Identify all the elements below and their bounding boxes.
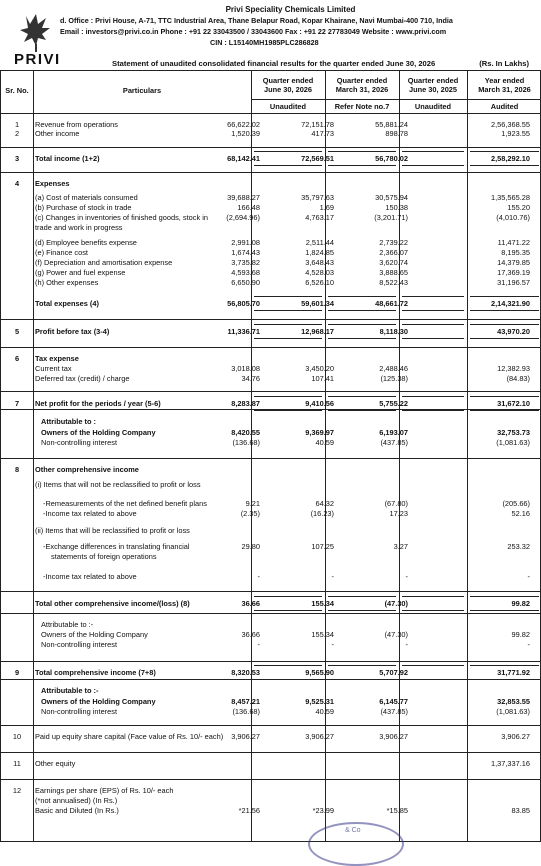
value-cell: (1,081.63) [496, 707, 530, 716]
value-cell: 56,805.70 [227, 299, 260, 308]
particulars-cell: (b) Purchase of stock in trade [35, 203, 132, 212]
value-cell: 8,283.87 [231, 399, 260, 408]
value-cell: 3,906.27 [305, 732, 334, 741]
value-cell: 9,565.90 [305, 668, 334, 677]
value-cell: 99.82 [511, 630, 530, 639]
sr-no-header: Sr. No. [5, 86, 29, 95]
value-cell: 1,520.39 [231, 129, 260, 138]
stamp-text: & Co [345, 827, 361, 834]
value-cell: *15.85 [386, 806, 408, 815]
sr-no-cell: 11 [13, 759, 21, 768]
value-cell: 32,753.73 [497, 428, 530, 437]
value-cell: 898.78 [385, 129, 408, 138]
total-cell-box [328, 596, 396, 611]
value-cell: 8,118.30 [379, 327, 408, 336]
value-cell: 2,366.07 [379, 248, 408, 257]
particulars-cell: Profit before tax (3-4) [35, 327, 110, 336]
sr-no-cell: 7 [14, 399, 20, 408]
row-divider [1, 319, 540, 320]
value-cell: 83.85 [511, 806, 530, 815]
value-cell: 30,575.94 [375, 193, 408, 202]
value-cell: 29.80 [241, 542, 260, 551]
total-cell-box [254, 596, 322, 611]
value-cell: 4,528.03 [305, 268, 334, 277]
total-cell-box [470, 396, 539, 411]
total-cell-box [470, 151, 539, 166]
particulars-cell: statements of foreign operations [51, 552, 157, 561]
value-cell: 35,797.63 [301, 193, 334, 202]
total-cell-box [328, 324, 396, 339]
particulars-cell: Attributable to :- [41, 620, 94, 629]
contact-line: Email : investors@privi.co.in Phone : +91 22 33043500 / 33043600 Fax : +91 22 27783049 Website : www.privi.com [60, 27, 447, 36]
value-cell: 9,410.56 [305, 399, 334, 408]
header-divider [1, 113, 540, 114]
value-cell: 48,661.72 [375, 299, 408, 308]
office-address: d. Office : Privi House, A-71, TTC Industrial Area, Thane Belapur Road, Kopar Khairane, Navi Mumbai-400 710, India [60, 16, 453, 25]
value-cell: 3,735.82 [231, 258, 260, 267]
col2-header-line2: March 31, 2026 [335, 85, 389, 94]
total-cell-box [402, 151, 464, 166]
brand-wordmark: PRIVI [14, 51, 61, 68]
particulars-header: Particulars [122, 86, 162, 95]
row-divider [1, 147, 540, 148]
value-cell: (4,010.76) [496, 213, 530, 222]
total-cell-box [328, 396, 396, 411]
total-cell-box [402, 396, 464, 411]
value-cell: - [527, 640, 530, 649]
value-cell: 6,526.10 [305, 278, 334, 287]
total-cell-box [402, 665, 464, 680]
value-cell: 1,923.55 [501, 129, 530, 138]
total-cell-box [254, 665, 322, 680]
value-cell: 150.38 [385, 203, 408, 212]
value-cell: 1,37,337.16 [490, 759, 530, 768]
row-divider [1, 172, 540, 173]
value-cell: 34.76 [241, 374, 260, 383]
particulars-cell: Net profit for the periods / year (5-6) [35, 399, 161, 408]
sr-no-cell: 1 [14, 120, 20, 129]
value-cell: *23.99 [312, 806, 334, 815]
col2-header-status: Refer Note no.7 [334, 102, 390, 111]
value-cell: 6,145.77 [379, 697, 408, 706]
value-cell: (16.23) [310, 509, 334, 518]
value-cell: 11,336.71 [227, 327, 260, 336]
value-cell: 1,824.85 [305, 248, 334, 257]
value-cell: 56,780.02 [375, 154, 408, 163]
value-cell: 2,14,321.90 [490, 299, 530, 308]
value-cell: (205.66) [502, 499, 530, 508]
value-cell: 417.73 [311, 129, 334, 138]
particulars-cell: Expenses [35, 179, 70, 188]
value-cell: 9.21 [245, 499, 260, 508]
total-cell-box [254, 324, 322, 339]
row-divider [1, 347, 540, 348]
particulars-cell: (a) Cost of materials consumed [35, 193, 138, 202]
value-cell: 9,525.31 [305, 697, 334, 706]
value-cell: 3,450.20 [305, 364, 334, 373]
value-cell: 3.27 [393, 542, 408, 551]
total-cell-box [254, 396, 322, 411]
value-cell: 155.34 [311, 630, 334, 639]
particulars-cell: (i) Items that will not be reclassified to profit or loss [35, 480, 201, 489]
value-cell: 17.23 [389, 509, 408, 518]
value-cell: 55,881.24 [375, 120, 408, 129]
total-cell-box [402, 296, 464, 311]
particulars-cell: (f) Depreciation and amortisation expense [35, 258, 173, 267]
value-cell: (2,694.96) [226, 213, 260, 222]
total-cell-box [470, 665, 539, 680]
value-cell: 66,622.02 [227, 120, 260, 129]
value-cell: - [527, 572, 530, 581]
value-cell: - [331, 640, 334, 649]
value-cell: 6,650.90 [231, 278, 260, 287]
row-divider [1, 458, 540, 459]
particulars-cell: Deferred tax (credit) / charge [35, 374, 130, 383]
value-cell: 2,739.22 [379, 238, 408, 247]
value-cell: 3,906.27 [379, 732, 408, 741]
value-cell: 99.82 [511, 599, 530, 608]
row-divider [1, 779, 540, 780]
value-cell: 107.41 [311, 374, 334, 383]
particulars-cell: Attributable to :- [41, 686, 99, 695]
total-cell-box [402, 324, 464, 339]
value-cell: 39,688.27 [227, 193, 260, 202]
particulars-cell: (g) Power and fuel expense [35, 268, 126, 277]
row-divider [1, 752, 540, 753]
particulars-cell: Non-controlling interest [41, 707, 117, 716]
header-subdivider [251, 99, 540, 100]
sr-no-cell: 4 [14, 179, 20, 188]
value-cell: 36.66 [241, 630, 260, 639]
value-cell: 8,457.21 [231, 697, 260, 706]
value-cell: 3,648.43 [305, 258, 334, 267]
total-cell-box [254, 151, 322, 166]
value-cell: - [405, 572, 408, 581]
particulars-cell: -Exchange differences in translating financial [43, 542, 190, 551]
particulars-cell: Basic and Diluted (In Rs.) [35, 806, 119, 815]
total-cell-box [470, 324, 539, 339]
value-cell: 3,906.27 [231, 732, 260, 741]
value-cell: (67.80) [384, 499, 408, 508]
total-cell-box [328, 665, 396, 680]
financial-results-table [0, 70, 541, 842]
sr-no-cell: 2 [14, 129, 20, 138]
sr-no-cell: 6 [14, 354, 20, 363]
particulars-cell: Non-controlling interest [41, 640, 117, 649]
row-divider [1, 613, 540, 614]
value-cell: - [257, 640, 260, 649]
value-cell: *21.56 [238, 806, 260, 815]
value-cell: (47.30) [384, 630, 408, 639]
value-cell: 68,142.41 [227, 154, 260, 163]
value-cell: 31,771.92 [497, 668, 530, 677]
particulars-cell: Total other comprehensive income/(loss) (8) [35, 599, 190, 608]
value-cell: 2,991.08 [231, 238, 260, 247]
particulars-cell: trade and work in progress [35, 223, 123, 232]
sr-no-cell: 3 [14, 154, 20, 163]
cin-line: CIN : L15140MH1985PLC286828 [210, 38, 319, 47]
value-cell: 64.32 [315, 499, 334, 508]
value-cell: (437.85) [380, 707, 408, 716]
value-cell: 1.69 [319, 203, 334, 212]
document-header [0, 0, 541, 72]
sr-no-cell: 12 [12, 786, 22, 795]
value-cell: 8,195.35 [501, 248, 530, 257]
value-cell: 40.59 [315, 707, 334, 716]
value-cell: 9,369.97 [305, 428, 334, 437]
value-cell: 36.66 [241, 599, 260, 608]
particulars-cell: Attributable to : [41, 417, 97, 426]
value-cell: 72,151.78 [301, 120, 334, 129]
particulars-cell: Non-controlling interest [41, 438, 117, 447]
value-cell: (2.35) [240, 509, 260, 518]
value-cell: (1,081.63) [496, 438, 530, 447]
particulars-cell: Owners of the Holding Company [41, 428, 156, 437]
value-cell: 3,906.27 [501, 732, 530, 741]
particulars-cell: Other comprehensive income [35, 465, 139, 474]
value-cell: 166.48 [237, 203, 260, 212]
value-cell: 5,707.92 [379, 668, 408, 677]
value-cell: - [257, 572, 260, 581]
company-name: Privi Speciality Chemicals Limited [225, 5, 356, 14]
col2-header-line1: Quarter ended [336, 76, 388, 85]
col3-header-line2: June 30, 2025 [408, 85, 458, 94]
particulars-cell: (ii) Items that will be reclassified to profit or loss [35, 526, 190, 535]
col4-header-line2: March 31, 2026 [478, 85, 531, 94]
col3-header-line1: Quarter ended [407, 76, 459, 85]
col1-header-status: Unaudited [269, 102, 307, 111]
particulars-cell: -Income tax related to above [43, 509, 137, 518]
particulars-cell: Earnings per share (EPS) of Rs. 10/- each [35, 786, 174, 795]
value-cell: (136.68) [232, 438, 260, 447]
particulars-cell: (d) Employee benefits expense [35, 238, 137, 247]
value-cell: 253.32 [507, 542, 530, 551]
particulars-cell: (*not annualised) (In Rs.) [35, 796, 118, 805]
value-cell: (3,201.71) [374, 213, 408, 222]
col1-header-line1: Quarter ended [262, 76, 314, 85]
value-cell: 8,320.53 [231, 668, 260, 677]
units-label: (Rs. In Lakhs) [479, 59, 529, 68]
total-cell-box [254, 296, 322, 311]
value-cell: 1,674.43 [231, 248, 260, 257]
sr-no-cell: 10 [12, 732, 22, 741]
value-cell: 8,522.43 [379, 278, 408, 287]
value-cell: - [331, 572, 334, 581]
particulars-cell: Current tax [35, 364, 72, 373]
particulars-cell: -Income tax related to above [43, 572, 137, 581]
col4-header-status: Audited [490, 102, 519, 111]
value-cell: 3,620.74 [379, 258, 408, 267]
value-cell: (125.38) [380, 374, 408, 383]
value-cell: 3,888.65 [379, 268, 408, 277]
col1-header-line2: June 30, 2026 [263, 85, 313, 94]
value-cell: 2,58,292.10 [490, 154, 530, 163]
value-cell: 155.20 [507, 203, 530, 212]
value-cell: (47.30) [384, 599, 408, 608]
value-cell: 107.25 [311, 542, 334, 551]
particulars-cell: (c) Changes in inventories of finished goods, stock in [35, 213, 208, 222]
particulars-cell: Total income (1+2) [35, 154, 100, 163]
value-cell: 43,970.20 [497, 327, 530, 336]
total-cell-box [328, 151, 396, 166]
value-cell: 14,379.85 [497, 258, 530, 267]
col3-header-status: Unaudited [414, 102, 452, 111]
value-cell: 59,601.34 [301, 299, 334, 308]
particulars-cell: (e) Finance cost [35, 248, 88, 257]
col4-header-line1: Year ended [484, 76, 525, 85]
value-cell: 6,193.07 [379, 428, 408, 437]
particulars-cell: -Remeasurements of the net defined benefit plans [43, 499, 207, 508]
value-cell: 2,488.46 [379, 364, 408, 373]
value-cell: (437.85) [380, 438, 408, 447]
value-cell: 31,672.10 [497, 399, 530, 408]
particulars-cell: Total expenses (4) [35, 299, 99, 308]
particulars-cell: Revenue from operations [35, 120, 118, 129]
row-divider [1, 591, 540, 592]
value-cell: 3,018.08 [231, 364, 260, 373]
particulars-cell: Owners of the Holding Company [41, 697, 156, 706]
value-cell: 40.59 [315, 438, 334, 447]
value-cell: 11,471.22 [497, 238, 530, 247]
value-cell: (84.83) [506, 374, 530, 383]
total-cell-box [402, 596, 464, 611]
value-cell: - [405, 640, 408, 649]
value-cell: (136.68) [232, 707, 260, 716]
particulars-cell: (h) Other expenses [35, 278, 99, 287]
value-cell: 2,56,368.55 [490, 120, 530, 129]
value-cell: 17,369.19 [497, 268, 530, 277]
value-cell: 12,968.17 [301, 327, 334, 336]
total-cell-box [470, 596, 539, 611]
value-cell: 4,763.17 [305, 213, 334, 222]
value-cell: 72,569.51 [301, 154, 334, 163]
value-cell: 32,853.55 [497, 697, 530, 706]
sr-no-cell: 9 [14, 668, 20, 677]
particulars-cell: Owners of the Holding Company [41, 630, 148, 639]
sr-no-cell: 8 [14, 465, 20, 474]
particulars-cell: Tax expense [35, 354, 79, 363]
value-cell: 12,382.93 [497, 364, 530, 373]
value-cell: 5,755.22 [379, 399, 408, 408]
total-cell-box [328, 296, 396, 311]
particulars-cell: Paid up equity share capital (Face value of Rs. 10/- each) [35, 732, 224, 741]
particulars-cell: Other income [35, 129, 80, 138]
particulars-cell: Total comprehensive income (7+8) [35, 668, 156, 677]
sr-no-cell: 5 [14, 327, 20, 336]
value-cell: 4,593.68 [231, 268, 260, 277]
total-cell-box [470, 296, 539, 311]
particulars-cell: Other equity [35, 759, 76, 768]
row-divider [1, 661, 540, 662]
statement-title: Statement of unaudited consolidated financial results for the quarter ended June 30, 2026 [112, 59, 436, 68]
row-divider [1, 725, 540, 726]
value-cell: 31,196.57 [497, 278, 530, 287]
value-cell: 1,35,565.28 [490, 193, 530, 202]
value-cell: 52.16 [511, 509, 530, 518]
value-cell: 8,420.55 [231, 428, 260, 437]
value-cell: 2,511.44 [305, 238, 334, 247]
value-cell: 155.34 [311, 599, 334, 608]
row-divider [1, 391, 540, 392]
